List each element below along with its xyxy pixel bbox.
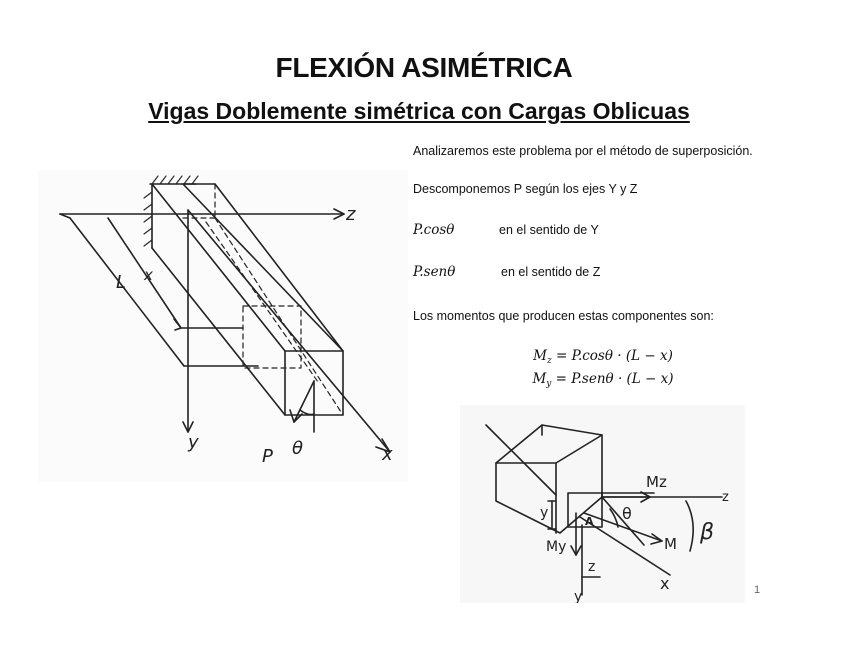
section-diagram [460, 405, 745, 603]
section-z-dim-label: z [588, 559, 596, 575]
page-number: 1 [754, 584, 761, 596]
component-z-expr: P.senθ [413, 264, 456, 280]
moment-equations [413, 347, 793, 393]
beam-x-dim-label: x [144, 266, 153, 284]
component-z [413, 264, 601, 280]
beam-load-label: P [262, 446, 273, 467]
section-my-label: My [546, 539, 567, 555]
section-m-label: M [664, 535, 677, 553]
slide-subtitle: Vigas Doblemente simétrica con Cargas Oblicuas [148, 98, 690, 124]
beam-z-label: z [346, 204, 356, 225]
section-point-a-label: A [585, 515, 594, 528]
beam-theta-label: θ [292, 438, 304, 459]
section-z-label: z [722, 490, 729, 505]
beam-diagram [38, 170, 408, 482]
section-mz-label: Mz [646, 473, 667, 491]
beam-length-label: L [116, 272, 127, 293]
section-y-axis-label: y [574, 589, 583, 603]
beam-x-label: x [382, 444, 393, 465]
explanation-text [413, 144, 793, 389]
component-y [413, 222, 599, 238]
section-beta-label: β [700, 520, 715, 545]
moments-intro: Los momentos que producen estas componentes son: [413, 309, 714, 323]
equation-mz: $M_z = P.\cos\theta \cdot (L - x)$ [533, 348, 673, 366]
section-theta-label: θ [622, 504, 632, 523]
beam-y-label: y [188, 432, 199, 453]
slide-title: FLEXIÓN ASIMÉTRICA [275, 52, 573, 83]
component-y-desc: en el sentido de Y [499, 223, 599, 237]
component-z-desc: en el sentido de Z [501, 265, 601, 279]
section-x-label: x [660, 574, 670, 593]
intro-paragraph: Analizaremos este problema por el método de superposición. [413, 144, 753, 158]
section-y-label: y [540, 505, 549, 521]
equation-my: $M_y = P.sen\theta \cdot (L - x)$ [532, 371, 674, 389]
decompose-line: Descomponemos P según los ejes Y y Z [413, 182, 638, 196]
component-y-expr: P.cosθ [413, 222, 455, 238]
